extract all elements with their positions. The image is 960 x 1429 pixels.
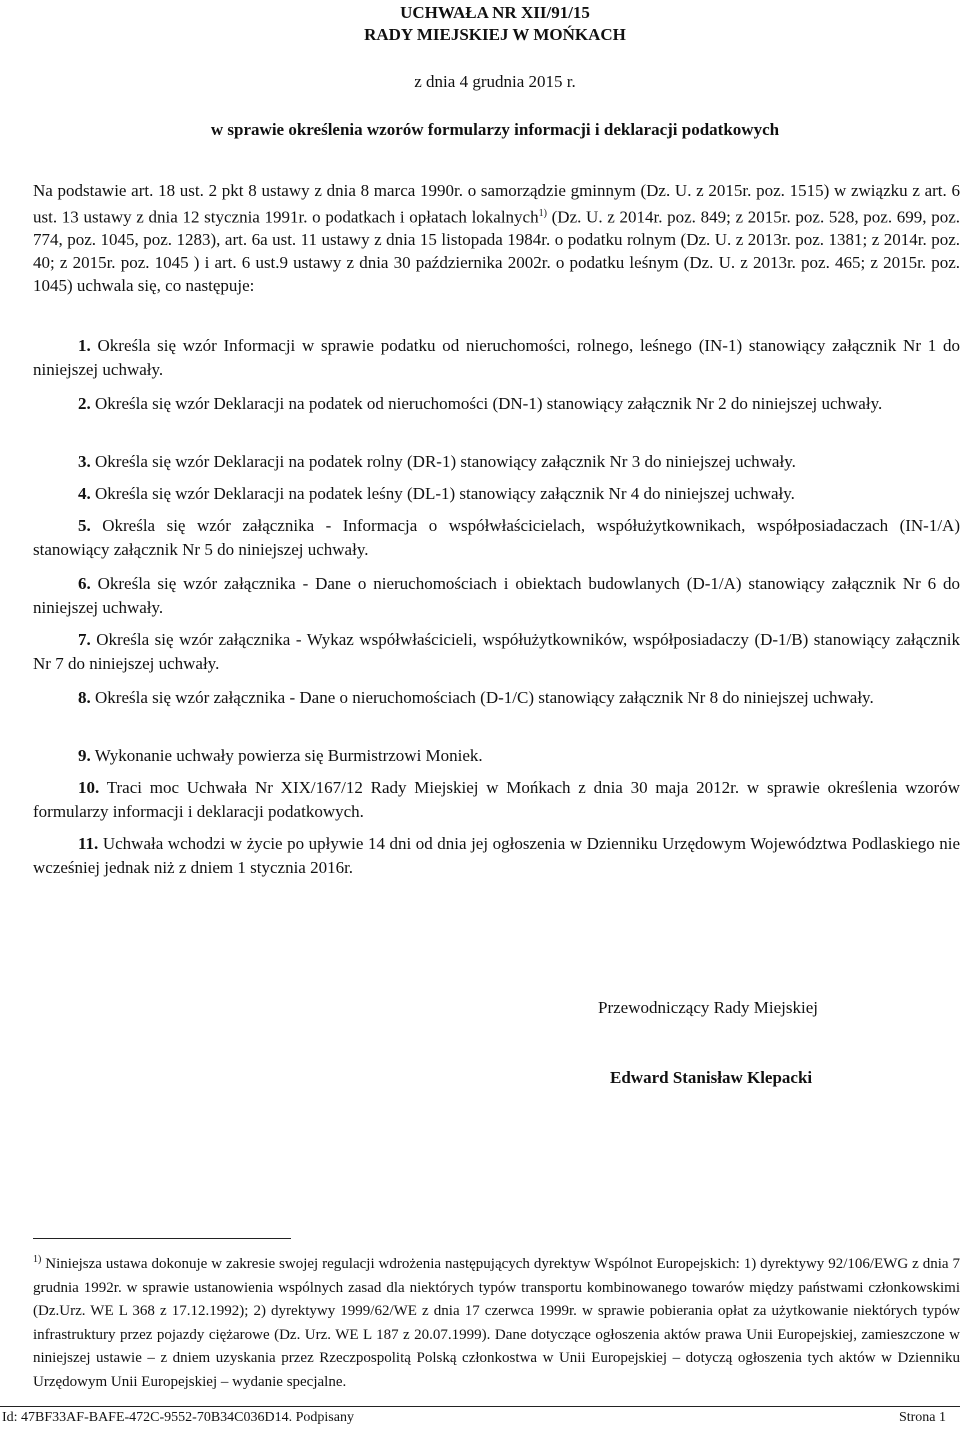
paragraph-text: Traci moc Uchwała Nr XIX/167/12 Rady Miejskiej w Mońkach z dnia 30 maja 2012r. w sprawie określenia wzorów formularzy informacji i deklaracji podatkowych. (33, 778, 960, 821)
paragraph-7 (33, 628, 960, 676)
paragraph-text: Określa się wzór Deklaracji na podatek rolny (DR-1) stanowiący załącznik Nr 3 do niniejszej uchwały. (90, 452, 796, 471)
paragraph-text: Określa się wzór Deklaracji na podatek od nieruchomości (DN-1) stanowiący załącznik Nr 2 do niniejszej uchwały. (90, 394, 883, 413)
paragraph-text: Określa się wzór załącznika - Informacja o współwłaścicielach, współużytkownikach, współposiadaczach (IN-1/A) stanowiący załącznik Nr 5 do niniejszej uchwały. (33, 516, 960, 559)
paragraph-number: 1. (78, 336, 91, 355)
paragraph-number: 5. (78, 516, 91, 535)
paragraph-11 (33, 832, 960, 880)
paragraph-1 (33, 334, 960, 382)
preamble-text-a: Na podstawie art. 18 ust. 2 pkt 8 ustawy z dnia 8 marca 1990r. o samorządzie gminnym (Dz. U. z 2015r. poz. 1515) w związku z art. 6 ust. 13 ustawy z dnia 12 stycznia 1991r. o podatkach i opłatach lokalnych (33, 181, 960, 227)
paragraph-number: 7. (78, 630, 91, 649)
paragraph-text: Określa się wzór załącznika - Dane o nieruchomościach (D-1/C) stanowiący załącznik Nr 8 do niniejszej uchwały. (90, 688, 874, 707)
footnote-reference: 1) (538, 207, 547, 219)
paragraph-number: 8. (78, 688, 91, 707)
paragraph-10 (33, 776, 960, 824)
paragraph-8 (33, 686, 960, 710)
paragraph-text: Określa się wzór załącznika - Wykaz współwłaścicieli, współużytkowników, współposiadaczy (D-1/B) stanowiący załącznik Nr 7 do niniejszej uchwały. (33, 630, 960, 673)
signatory-title: Przewodniczący Rady Miejskiej (598, 998, 818, 1017)
paragraph-number: 2. (78, 394, 91, 413)
resolution-subject: w sprawie określenia wzorów formularzy informacji i deklaracji podatkowych (210, 120, 780, 139)
paragraph-6 (33, 572, 960, 620)
footnote (33, 1248, 960, 1394)
page-number: Strona 1 (898, 1410, 946, 1425)
paragraph-text: Wykonanie uchwały powierza się Burmistrzowi Moniek. (90, 746, 483, 765)
council-name: RADY MIEJSKIEJ W MOŃKACH (364, 25, 626, 44)
paragraph-text: Uchwała wchodzi w życie po upływie 14 dni od dnia jej ogłoszenia w Dzienniku Urzędowym Województwa Podlaskiego nie wcześniej jednak niż z dniem 1 stycznia 2016r. (33, 834, 960, 877)
footnote-mark: 1) (33, 1254, 42, 1265)
paragraph-number: 6. (78, 574, 91, 593)
paragraph-9 (33, 744, 960, 768)
preamble (33, 180, 960, 298)
resolution-title (0, 2, 960, 46)
footnote-separator (33, 1238, 291, 1239)
paragraph-5 (33, 514, 960, 562)
paragraph-number: 9. (78, 746, 91, 765)
paragraph-4 (33, 482, 960, 506)
paragraph-text: Określa się wzór Informacji w sprawie podatku od nieruchomości, rolnego, leśnego (IN-1) stanowiący załącznik Nr 1 do niniejszej uchwały. (33, 336, 960, 379)
paragraph-2 (33, 392, 960, 416)
paragraph-number: 4. (78, 484, 91, 503)
signatory-name: Edward Stanisław Klepacki (610, 1068, 813, 1087)
paragraph-text: Określa się wzór Deklaracji na podatek leśny (DL-1) stanowiący załącznik Nr 4 do niniejszej uchwały. (90, 484, 795, 503)
preamble-text-b: (Dz. U. z 2014r. poz. 849; z 2015r. poz. 528, poz. 699, poz. 774, poz. 1045, poz. 1283), art. 6a ust. 11 ustawy z dnia 15 listopada 1984r. o podatku rolnym (Dz. U. z 2013r. poz. 1381; z 2014r. poz. 40; z 2015r. poz. 1045 ) i art. 6 ust.9 ustawy z dnia 30 października 2002r. o podatku leśnym (Dz. U. z 2013r. poz. 465; z 2015r. poz. 1045) uchwala się, co następuje: (33, 207, 960, 295)
paragraph-number: 11. (78, 834, 99, 853)
paragraph-3 (33, 450, 960, 474)
document-id: Id: 47BF33AF-BAFE-472C-9552-70B34C036D14. Podpisany (2, 1410, 354, 1425)
paragraph-number: 10. (78, 778, 100, 797)
paragraph-number: 3. (78, 452, 91, 471)
paragraph-text: Określa się wzór załącznika - Dane o nieruchomościach i obiektach budowlanych (D-1/A) stanowiący załącznik Nr 6 do niniejszej uchwały. (33, 574, 960, 617)
resolution-number: UCHWAŁA NR XII/91/15 (400, 3, 590, 22)
resolution-date: z dnia 4 grudnia 2015 r. (414, 72, 576, 91)
footnote-text: Niniejsza ustawa dokonuje w zakresie swojej regulacji wdrożenia następujących dyrektyw Wspólnot Europejskich: 1) dyrektywy 92/106/EWG z dnia 7 grudnia 1992r. w sprawie ustanowienia wspólnych zasad dla niektórych typów transportu kombinowanego towarów między państwami członkowskimi (Dz.Urz. WE L 368 z 17.12.1992); 2) dyrektywy 1999/62/WE z dnia 17 czerwca 1999r. w sprawie pobierania opłat za użytkowanie niektórych typów infrastruktury przez pojazdy ciężarowe (Dz. Urz. WE L 187 z 20.07.1999). Dane dotyczące ogłoszenia aktów prawa Unii Europejskiej, zamieszczone w niniejszej ustawie – z dniem uzyskania przez Rzeczpospolitą Polską członkostwa w Unii Europejskiej – dotyczą ogłoszenia tych aktów w Dzienniku Urzędowym Unii Europejskiej – wydanie specjalne. (33, 1256, 960, 1390)
page-footer (0, 1406, 960, 1429)
